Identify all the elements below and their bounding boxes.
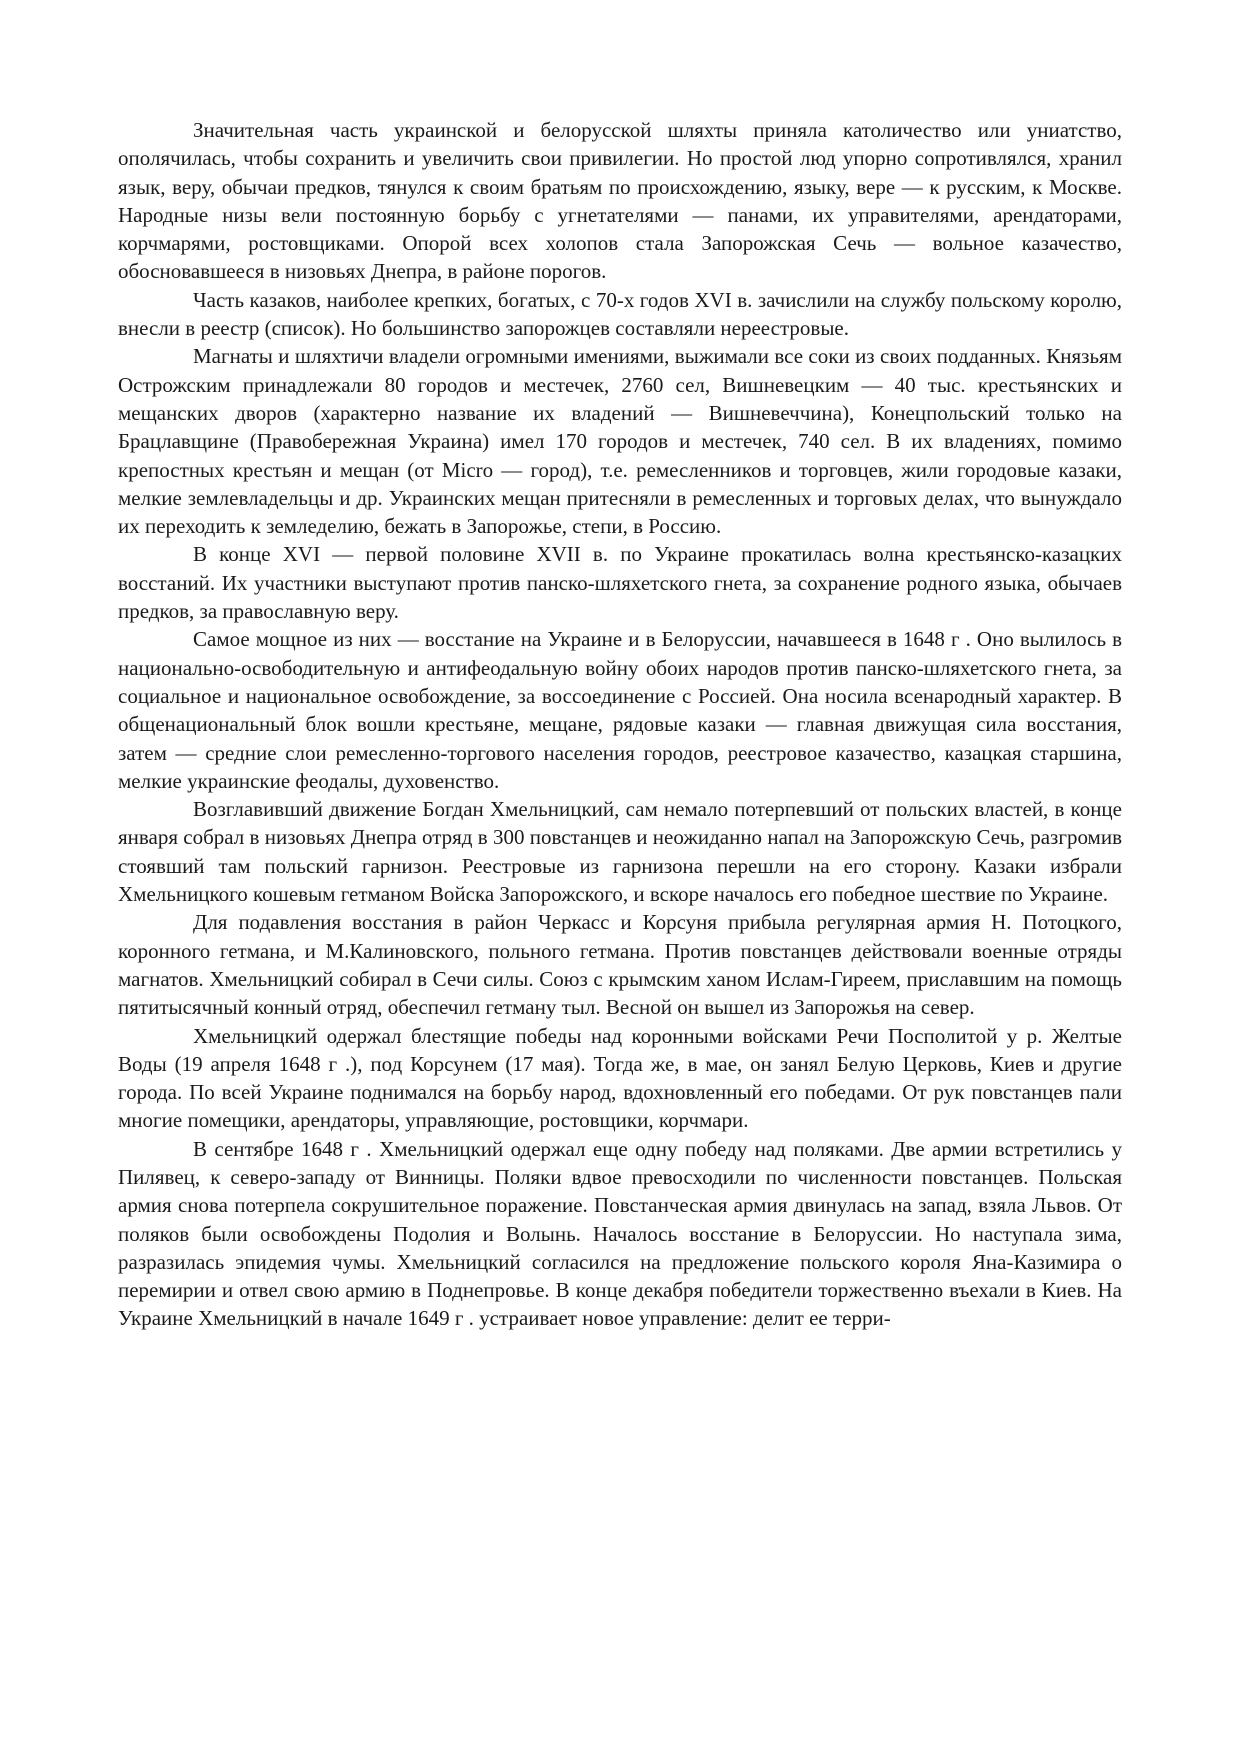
document-page	[118, 116, 1122, 1333]
paragraph-9: В сентябре 1648 г . Хмельницкий одержал еще одну победу над поляками. Две армии встретились у Пилявец, к северо-западу от Винницы. Поляки вдвое превосходили по численности повстанцев. Польская армия снова потерпела сокрушительное поражение. Повстанческая армия двинулась на запад, взяла Львов. От поляков были освобождены Подолия и Волынь. Началось восстание в Белоруссии. Но наступала зима, разразилась эпидемия чумы. Хмельницкий согласился на предложение польского короля Яна-Казимира о перемирии и отвел свою армию в Поднепровье. В конце декабря победители торжественно въехали в Киев. На Украине Хмельницкий в начале 1649 г . устраивает новое управление: делит ее терри-	[118, 1136, 1122, 1331]
paragraph-1: Значительная часть украинской и белорусской шляхты приняла католичество или униатство, ополячилась, чтобы сохранить и увеличить свои привилегии. Но простой люд упорно сопротивлялся, хранил язык, веру, обычаи предков, тянулся к своим братьям по происхождению, языку, вере — к русским, к Москве. Народные низы вели постоянную борьбу с угнетателями — панами, их управителями, арендаторами, корчмарями, ростовщиками. Опорой всех холопов стала Запорожская Сечь — вольное казачество, обосновавшееся в низовьях Днепра, в районе порогов.	[118, 118, 1122, 284]
paragraph-5: Самое мощное из них — восстание на Украине и в Белоруссии, начавшееся в 1648 г . Оно вылилось в национально-освободительную и антифеодальную войну обоих народов против панско-шляхетского гнета, за социальное и национальное освобождение, за воссоединение с Россией. Она носила всенародный характер. В общенациональный блок вошли крестьяне, мещане, рядовые казаки — главная движущая сила восстания, затем — средние слои ремесленно-торгового населения городов, реестровое казачество, казацкая старшина, мелкие украинские феодалы, духовенство.	[118, 627, 1122, 793]
paragraph-4: В конце XVI — первой половине XVII в. по Украине прокатилась волна крестьянско-казацких восстаний. Их участники выступают против панско-шляхетского гнета, за сохранение родного языка, обычаев предков, за православную веру.	[118, 542, 1122, 624]
paragraph-6: Возглавивший движение Богдан Хмельницкий, сам немало потерпевший от польских властей, в конце января собрал в низовьях Днепра отряд в 300 повстанцев и неожиданно напал на Запорожскую Сечь, разгромив стоявший там польский гарнизон. Реестровые из гарнизона перешли на его сторону. Казаки избрали Хмельницкого кошевым гетманом Войска Запорожского, и вскоре началось его победное шествие по Украине.	[118, 797, 1122, 907]
paragraph-8: Хмельницкий одержал блестящие победы над коронными войсками Речи Посполитой у р. Желтые Воды (19 апреля 1648 г .), под Корсунем (17 мая). Тогда же, в мае, он занял Белую Церковь, Киев и другие города. По всей Украине поднимался на борьбу народ, вдохновленный его победами. От рук повстанцев пали многие помещики, арендаторы, управляющие, ростовщики, корчмари.	[118, 1023, 1122, 1133]
paragraph-3: Магнаты и шляхтичи владели огромными имениями, выжимали все соки из своих подданных. Князьям Острожским принадлежали 80 городов и местечек, 2760 сел, Вишневецким — 40 тыс. крестьянских и мещанских дворов (характерно название их владений — Вишневеччина), Конецпольский только на Брацлавщине (Правобережная Украина) имел 170 городов и местечек, 740 сел. В их владениях, помимо крепостных крестьян и мещан (от Micro — город), т.е. ремесленников и торговцев, жили городовые казаки, мелкие землевладельцы и др. Украинских мещан притесняли в ремесленных и торговых делах, что вынуждало их переходить к земледелию, бежать в Запорожье, степи, в Россию.	[118, 344, 1122, 539]
paragraph-7: Для подавления восстания в район Черкасс и Корсуня прибыла регулярная армия Н. Потоцкого, коронного гетмана, и М.Калиновского, польного гетмана. Против повстанцев действовали военные отряды магнатов. Хмельницкий собирал в Сечи силы. Союз с крымским ханом Ислам-Гиреем, приславшим на помощь пятитысячный конный отряд, обеспечил гетману тыл. Весной он вышел из Запорожья на север.	[118, 910, 1122, 1020]
paragraph-2: Часть казаков, наиболее крепких, богатых, с 70-х годов XVI в. зачислили на службу польскому королю, внесли в реестр (список). Но большинство запорожцев составляли нереестровые.	[118, 287, 1122, 341]
